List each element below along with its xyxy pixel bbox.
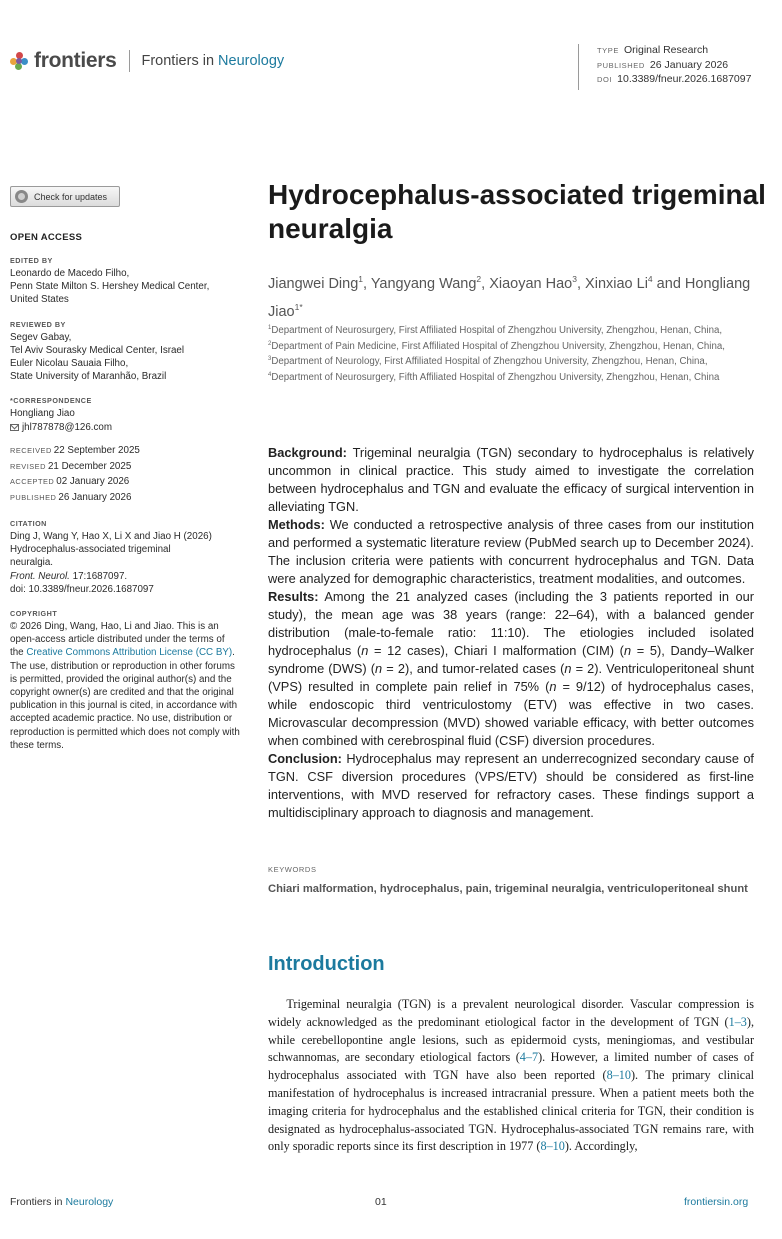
n-symbol: n (549, 679, 557, 694)
meta-type-value: Original Research (624, 44, 709, 56)
date-label: ACCEPTED (10, 477, 55, 487)
abstract-text: = 12 cases), Chiari I malformation (CIM) ( (368, 643, 624, 658)
date-revised (10, 459, 240, 475)
frontiers-logo-text: frontiers (34, 49, 117, 72)
header-divider (129, 50, 130, 72)
date-label: PUBLISHED (10, 493, 57, 503)
date-value: 26 January 2026 (58, 492, 132, 504)
copyright-text (10, 620, 240, 752)
abstract-text: We conducted a retrospective analysis of three cases from our institution and performed a systematic literature review (PubMed search up to December 2024). The inclusion criteria were patients with concurrent hydrocephalus and TGN. Data were analyzed for demographic characteristics, treatment modalities, and outcomes. (268, 517, 754, 586)
author-sup: 1 (358, 274, 364, 284)
envelope-icon (10, 424, 19, 431)
abstract-text: Among the 21 analyzed cases (including the 3 patients reported in our study), the mean age was 38 years (range: 22–64), with a balanced gender distribution (male-to-female ratio: 11:10). The etiologies included isolated hydrocephalus ( (268, 589, 754, 658)
journal-header (10, 48, 284, 74)
meta-doi-label: DOI (597, 75, 613, 85)
author-sep: , (363, 276, 371, 292)
author-name: Yangyang Wang (370, 276, 477, 292)
article-title: Hydrocephalus-associated trigeminal neuralgia (268, 179, 766, 244)
abstract-background (268, 444, 754, 516)
citation-line: Hydrocephalus-associated trigeminal (10, 544, 171, 556)
meta-doi-value[interactable]: 10.3389/fneur.2026.1687097 (617, 73, 752, 86)
check-for-updates-button[interactable] (10, 186, 120, 207)
article-meta (578, 44, 751, 90)
intro-text: ). The primary clinical manifestation of hydrocephalus is increased intracranial pressure. When a patient meets both the imaging criteria for hydrocephalus and the established clinical criteria for TGN, their condition is designated as hydrocephalus-associated TGN. Hydrocephalus-associated TGN remains rare, with only sporadic reports since its first description in 1977 ( (268, 1068, 754, 1154)
abstract-label: Methods: (268, 517, 325, 532)
abstract-text: = 5), Dandy–Walker syndrome (DWS) ( (268, 643, 754, 676)
intro-text: Trigeminal neuralgia (TGN) is a prevalent neurological disorder. Vascular compression is widely acknowledged as the predominant etiological factor in the development of TGN ( (268, 997, 754, 1029)
reviewer-line: Tel Aviv Sourasky Medical Center, Israel (10, 344, 185, 356)
reviewed-by-heading: REVIEWED BY (10, 319, 66, 329)
editor-line: United States (10, 294, 69, 306)
author-sup: 2 (476, 274, 482, 284)
affil-text: Department of Neurosurgery, First Affiliated Hospital of Zhengzhou University, Zhengzhou, Henan, China, (271, 325, 723, 336)
reviewer-line: State University of Maranhão, Brazil (10, 371, 167, 383)
date-value: 22 September 2025 (53, 444, 140, 456)
author-list (268, 268, 763, 324)
intro-text: ). Accordingly, (564, 1139, 638, 1154)
abstract-label: Results: (268, 589, 319, 604)
reference-link[interactable]: 1–3 (728, 1014, 747, 1029)
affil-sup: 1 (268, 325, 272, 331)
author-sup: 1* (294, 302, 303, 312)
correspondence-email: jhl787878@126.com (22, 421, 113, 433)
abstract-label: Background: (268, 445, 347, 460)
article-sidebar (10, 186, 240, 752)
abstract-text: Hydrocephalus may represent an underrecognized secondary cause of TGN. CSF diversion procedures (VPS/ETV) should be considered as first-line interventions, with MVD reserved for refractory cases. These findings support a multidisciplinary approach to diagnosis and management. (268, 751, 754, 820)
edited-by-heading: EDITED BY (10, 256, 53, 265)
author-sup: 3 (572, 274, 577, 284)
affil-text: Department of Neurology, First Affiliated Hospital of Zhengzhou University, Zhengzhou, Henan, China, (271, 356, 708, 368)
abstract-text: = 2). Ventriculoperitoneal shunt (VPS) resulted in complete pain relief in 75% ( (268, 661, 754, 694)
n-symbol: n (623, 643, 632, 658)
citation-doi[interactable]: doi: 10.3389/fneur.2026.1687097 (10, 583, 154, 595)
author-sup: 4 (647, 274, 653, 284)
author-name: Xinxiao Li (585, 276, 648, 292)
date-received (10, 443, 240, 459)
article-dates (10, 443, 240, 506)
intro-text: ), while cerebellopontine angle lesions, such as epidermoid cysts, meningiomas, and vestibular schwannomas, are secondary etiological factors ( (268, 1014, 754, 1065)
copyright-heading: COPYRIGHT (10, 609, 58, 619)
introduction-paragraph (268, 996, 754, 1156)
citation-journal-line (10, 570, 240, 583)
abstract-methods (268, 516, 754, 588)
author-name: Jiangwei Ding (268, 276, 359, 292)
journal-name[interactable] (141, 53, 284, 69)
reviewer-line: Euler Nicolau Sauaia Filho, (10, 358, 129, 370)
affil-sup: 2 (268, 340, 272, 347)
copyright-part: © 2026 Ding, Wang, Hao, Li and Jiao. This is an open-access article distributed under the terms of the (10, 621, 225, 659)
journal-accent: Neurology (218, 53, 285, 69)
reviewer-line: Segev Gabay, (10, 331, 72, 343)
meta-published-value: 26 January 2026 (649, 58, 729, 71)
n-symbol: n (375, 661, 383, 676)
author[interactable] (371, 276, 481, 292)
copyright-part: . The use, distribution or reproduction in other forums is permitted, provided the original author(s) and the copyright owner(s) are credited and that the original publication in this journal is cited, in accordance with accepted academic practice. No use, distribution or reproduction is permitted which does not comply with these terms. (10, 647, 240, 751)
author-name: Hongliang Jiao (268, 276, 751, 320)
author-sep: and (652, 276, 685, 292)
affil-sup: 3 (268, 356, 272, 363)
date-published (10, 490, 240, 506)
reference-link[interactable]: 8–10 (606, 1068, 631, 1083)
keywords-heading: KEYWORDS (268, 865, 317, 874)
author[interactable] (489, 276, 577, 292)
keywords: Chiari malformation, hydrocephalus, pain, trigeminal neuralgia, ventriculoperitoneal shunt (268, 883, 748, 895)
citation-journal: Front. Neurol. (10, 570, 70, 582)
reference-link[interactable]: 8–10 (540, 1139, 565, 1154)
footer-journal (10, 1196, 113, 1208)
abstract-conclusion (268, 750, 754, 822)
meta-type (597, 44, 751, 59)
license-link[interactable]: Creative Commons Attribution License (CC BY) (26, 647, 233, 659)
footer-journal-accent: Neurology (65, 1196, 114, 1208)
author-sep: , (576, 276, 586, 292)
meta-published (597, 59, 751, 74)
check-updates-label: Check for updates (34, 191, 108, 202)
editor-line: Leonardo de Macedo Filho, (10, 268, 130, 279)
check-updates-icon (15, 190, 28, 203)
author-sep: , (481, 276, 490, 292)
abstract-results (268, 588, 754, 750)
date-accepted (10, 474, 240, 490)
editor-line: Penn State Milton S. Hershey Medical Center, (10, 281, 210, 293)
affil-text: Department of Pain Medicine, First Affiliated Hospital of Zhengzhou University, Zhengzhou, Henan, China, (271, 340, 725, 352)
correspondence-heading: *CORRESPONDENCE (10, 396, 92, 406)
citation-volume: 17:1687097. (69, 570, 128, 582)
journal-prefix: Frontiers in (141, 53, 219, 69)
meta-doi (597, 73, 751, 88)
date-value: 21 December 2025 (47, 460, 132, 472)
abstract (268, 444, 754, 822)
date-label: REVISED (10, 461, 46, 471)
footer-journal-prefix: Frontiers in (10, 1196, 66, 1208)
affil-text: Department of Neurosurgery, Fifth Affiliated Hospital of Zhengzhou University, Zhengzhou, Henan, China (271, 371, 720, 383)
page-number: 01 (375, 1196, 387, 1208)
citation-line: Ding J, Wang Y, Hao X, Li X and Jiao H (2026) (10, 531, 212, 543)
footer-site-link[interactable]: frontiersin.org (684, 1196, 749, 1208)
abstract-text: = 2), and tumor-related cases ( (382, 661, 565, 676)
affil-sup: 4 (268, 371, 272, 378)
n-symbol: n (564, 661, 572, 676)
date-value: 02 January 2026 (56, 476, 130, 488)
intro-text: ). However, a limited number of cases of hydrocephalus associated with TGN have also been reported ( (268, 1050, 754, 1083)
correspondence-email-link[interactable] (10, 421, 240, 434)
author[interactable] (268, 276, 363, 292)
author-name: Xiaoyan Hao (489, 276, 573, 292)
frontiers-logo-icon (10, 51, 30, 71)
abstract-text: Trigeminal neuralgia (TGN) secondary to hydrocephalus is relatively uncommon in clinical practice. This study aimed to investigate the correlation between hydrocephalus and TGN and evaluate the efficacy of surgical intervention in alleviating TGN. (268, 445, 754, 514)
abstract-text: = 9/12) of hydrocephalus cases, while endoscopic third ventriculostomy (ETV) was effective in two cases. Microvascular decompression (MVD) showed variable efficacy, with better outcomes when combined with cerebrospinal fluid (CSF) diversion procedures. (268, 679, 754, 748)
citation-heading: CITATION (10, 519, 47, 529)
meta-published-label: PUBLISHED (597, 60, 645, 70)
author[interactable] (585, 276, 653, 292)
date-label: RECEIVED (10, 445, 52, 455)
introduction-heading: Introduction (268, 953, 385, 975)
n-symbol: n (361, 643, 369, 658)
abstract-label: Conclusion: (268, 751, 342, 766)
meta-type-label: TYPE (597, 46, 619, 55)
citation-line: neuralgia. (10, 557, 54, 569)
correspondence-name: Hongliang Jiao (10, 408, 75, 420)
affiliations (268, 322, 748, 384)
open-access-label: OPEN ACCESS (10, 232, 83, 243)
reference-link[interactable]: 4–7 (519, 1050, 539, 1065)
